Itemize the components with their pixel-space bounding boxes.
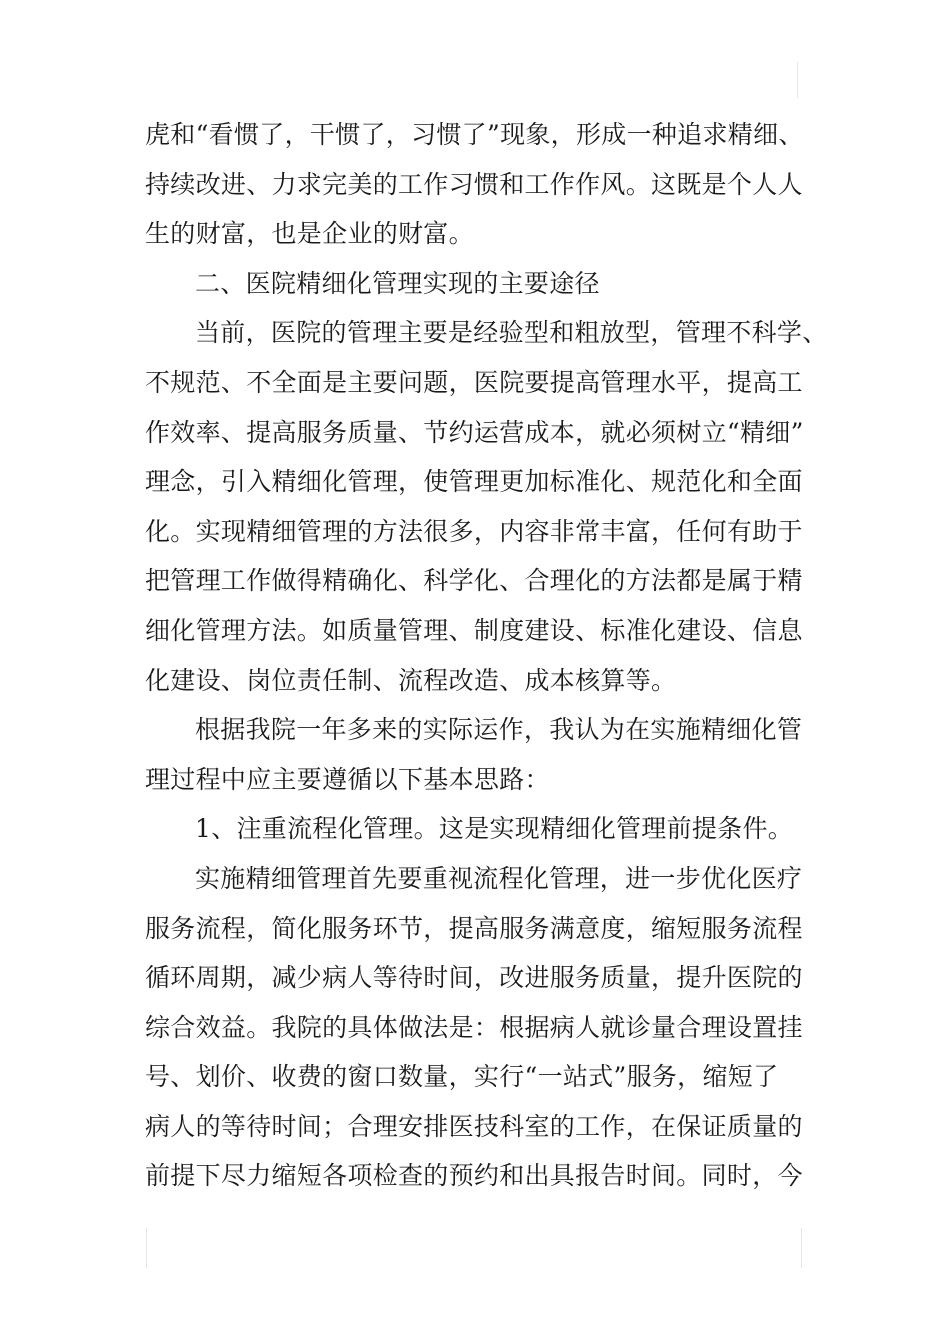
text-line: 不规范、不全面是主要问题，医院要提高管理水平，提高工: [145, 367, 803, 397]
text-line: 二、医院精细化管理实现的主要途径: [195, 268, 600, 298]
text-line: 当前，医院的管理主要是经验型和粗放型，管理不科学、: [195, 318, 828, 348]
text-line: 循环周期，减少病人等待时间，改进服务质量，提升医院的: [145, 963, 803, 993]
text-line: 理念，引入精细化管理，使管理更加标准化、规范化和全面: [145, 467, 803, 497]
top-right-margin-mark: [797, 62, 798, 98]
text-line: 把管理工作做得精确化、科学化、合理化的方法都是属于精: [145, 566, 803, 596]
text-line: 病人的等待时间；合理安排医技科室的工作，在保证质量的: [145, 1111, 803, 1141]
text-line: 实施精细管理首先要重视流程化管理，进一步优化医疗: [195, 863, 803, 893]
body-text: [145, 110, 828, 1201]
text-line: 化建设、岗位责任制、流程改造、成本核算等。: [145, 665, 677, 695]
text-line: 综合效益。我院的具体做法是：根据病人就诊量合理设置挂: [145, 1012, 803, 1042]
text-line: 细化管理方法。如质量管理、制度建设、标准化建设、信息: [145, 615, 803, 645]
text-line: 作效率、提高服务质量、节约运营成本，就必须树立“精细”: [145, 417, 804, 447]
text-line: 前提下尽力缩短各项检查的预约和出具报告时间。同时，今: [145, 1161, 803, 1191]
text-line: 生的财富，也是企业的财富。: [145, 219, 474, 249]
text-line: 1、注重流程化管理。这是实现精细化管理前提条件。: [195, 814, 794, 844]
text-line: 号、划价、收费的窗口数量，实行“一站式”服务，缩短了: [145, 1062, 779, 1092]
text-line: 根据我院一年多来的实际运作，我认为在实施精细化管: [195, 715, 803, 745]
bottom-right-margin-mark: [801, 1228, 802, 1268]
text-line: 持续改进、力求完美的工作习惯和工作作风。这既是个人人: [145, 169, 803, 199]
bottom-left-margin-mark: [146, 1228, 147, 1268]
text-line: 服务流程，简化服务环节，提高服务满意度，缩短服务流程: [145, 913, 803, 943]
text-line: 虎和“看惯了，干惯了，习惯了”现象，形成一种追求精细、: [145, 120, 804, 149]
text-line: 理过程中应主要遵循以下基本思路：: [145, 764, 550, 794]
text-line: 化。实现精细管理的方法很多，内容非常丰富，任何有助于: [145, 516, 803, 546]
